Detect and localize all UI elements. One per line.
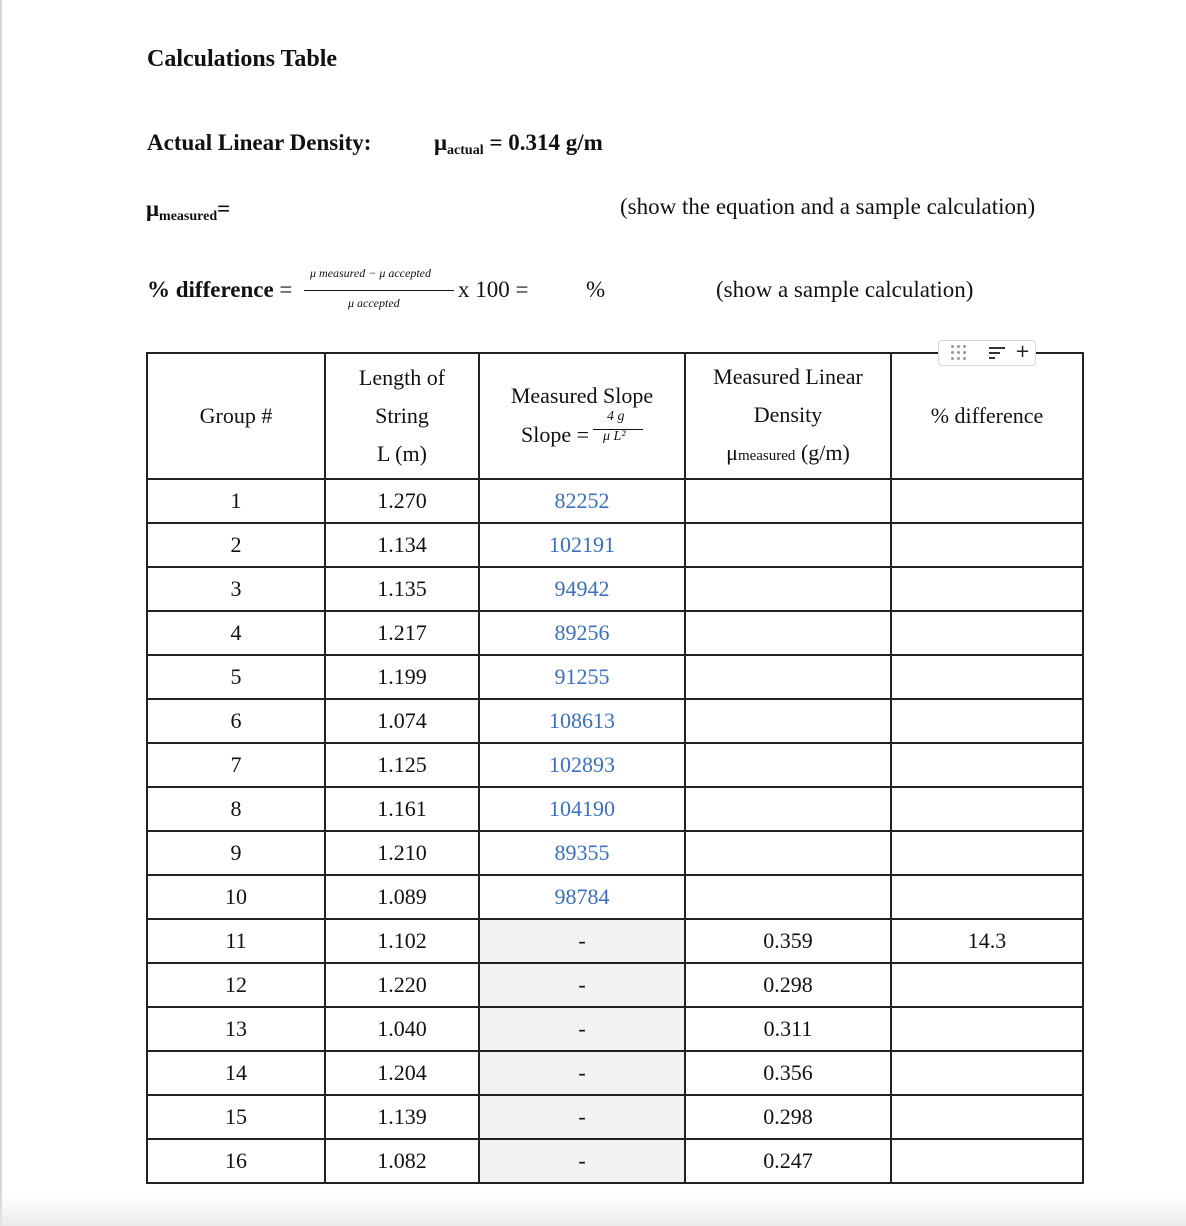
- mu-subscript: actual: [447, 143, 484, 158]
- header-percent: % difference: [891, 353, 1083, 479]
- slope-fraction-denominator: μ L²: [603, 429, 626, 444]
- cell-density[interactable]: [685, 479, 891, 523]
- cell-length[interactable]: 1.204: [325, 1051, 479, 1095]
- table-row: [147, 655, 1083, 699]
- cell-density[interactable]: [685, 875, 891, 919]
- cell-group[interactable]: 2: [147, 523, 325, 567]
- cell-slope[interactable]: 94942: [479, 567, 685, 611]
- table-row: [147, 875, 1083, 919]
- cell-group[interactable]: 10: [147, 875, 325, 919]
- table-row: [147, 699, 1083, 743]
- times-hundred: x 100 =: [458, 277, 529, 302]
- header-density: [685, 353, 891, 479]
- cell-percent[interactable]: [891, 875, 1083, 919]
- cell-length[interactable]: 1.125: [325, 743, 479, 787]
- cell-slope[interactable]: 89355: [479, 831, 685, 875]
- cell-group[interactable]: 14: [147, 1051, 325, 1095]
- cell-percent[interactable]: 14.3: [891, 919, 1083, 963]
- cell-slope[interactable]: 102893: [479, 743, 685, 787]
- cell-slope[interactable]: 104190: [479, 787, 685, 831]
- cell-slope[interactable]: 98784: [479, 875, 685, 919]
- cell-length[interactable]: 1.102: [325, 919, 479, 963]
- show-equation-note: (show the equation and a sample calculation): [620, 194, 1036, 219]
- cell-slope[interactable]: -: [479, 1007, 685, 1051]
- cell-density[interactable]: 0.311: [685, 1007, 891, 1051]
- cell-slope[interactable]: 91255: [479, 655, 685, 699]
- cell-length[interactable]: 1.139: [325, 1095, 479, 1139]
- table-row: [147, 919, 1083, 963]
- bottom-fade: [0, 1196, 1186, 1226]
- fraction-numerator: μ measured − μ accepted: [310, 266, 431, 280]
- table-row: [147, 787, 1083, 831]
- table-header-row: [147, 353, 1083, 479]
- cell-density[interactable]: 0.247: [685, 1139, 891, 1183]
- cell-slope[interactable]: -: [479, 1051, 685, 1095]
- slope-equation-label: Slope =: [520, 422, 590, 447]
- cell-group[interactable]: 5: [147, 655, 325, 699]
- cell-slope[interactable]: -: [479, 1095, 685, 1139]
- actual-density-number: = 0.314 g/m: [489, 130, 603, 155]
- table-row: [147, 567, 1083, 611]
- mu-symbol: μ: [146, 196, 160, 221]
- cell-group[interactable]: 9: [147, 831, 325, 875]
- cell-group[interactable]: 11: [147, 919, 325, 963]
- cell-percent[interactable]: [891, 567, 1083, 611]
- table-row: [147, 523, 1083, 567]
- cell-percent[interactable]: [891, 699, 1083, 743]
- cell-group[interactable]: 7: [147, 743, 325, 787]
- cell-length[interactable]: 1.082: [325, 1139, 479, 1183]
- cell-length[interactable]: 1.089: [325, 875, 479, 919]
- percent-difference-label: % difference: [147, 277, 274, 302]
- slope-equation: [520, 409, 643, 455]
- cell-group[interactable]: 16: [147, 1139, 325, 1183]
- density-unit: (g/m): [800, 439, 850, 465]
- header-length-line-1: Length of: [358, 365, 446, 390]
- percent-difference-line: [147, 277, 292, 303]
- cell-length[interactable]: 1.135: [325, 567, 479, 611]
- mu-subscript: measured: [737, 447, 796, 464]
- cell-percent[interactable]: [891, 655, 1083, 699]
- cell-density[interactable]: [685, 743, 891, 787]
- cell-density[interactable]: 0.359: [685, 919, 891, 963]
- table-row: [147, 743, 1083, 787]
- equals-sign: =: [279, 277, 293, 302]
- measured-density-line: [146, 196, 230, 225]
- cell-length[interactable]: 1.161: [325, 787, 479, 831]
- cell-length[interactable]: 1.074: [325, 699, 479, 743]
- cell-group[interactable]: 6: [147, 699, 325, 743]
- header-slope: [479, 353, 685, 479]
- calculations-table: [146, 352, 1084, 1184]
- header-density-symbol-line: [686, 434, 890, 475]
- cell-length[interactable]: 1.199: [325, 655, 479, 699]
- actual-density-value: [434, 130, 603, 159]
- table-row: [147, 1095, 1083, 1139]
- cell-density[interactable]: [685, 787, 891, 831]
- cell-density[interactable]: 0.356: [685, 1051, 891, 1095]
- table-row: [147, 1007, 1083, 1051]
- percent-sign: %: [586, 277, 606, 302]
- table-row: [147, 963, 1083, 1007]
- grid-handle-icon[interactable]: [951, 345, 971, 361]
- header-density-line-1: Measured Linear: [713, 363, 863, 389]
- header-length-line-3: L (m): [377, 441, 427, 466]
- page-title: Calculations Table: [147, 46, 338, 72]
- cell-percent[interactable]: [891, 611, 1083, 655]
- cell-density[interactable]: [685, 523, 891, 567]
- table-toolbar[interactable]: [938, 340, 1036, 366]
- header-slope-title: Measured Slope: [510, 383, 654, 408]
- fraction-bar: [304, 290, 454, 291]
- table-row: [147, 831, 1083, 875]
- cell-group[interactable]: 15: [147, 1095, 325, 1139]
- cell-percent[interactable]: [891, 831, 1083, 875]
- cell-percent[interactable]: [891, 1007, 1083, 1051]
- table-body: [147, 479, 1083, 1183]
- cell-slope[interactable]: -: [479, 963, 685, 1007]
- cell-percent[interactable]: [891, 523, 1083, 567]
- cell-group[interactable]: 1: [147, 479, 325, 523]
- cell-length[interactable]: 1.217: [325, 611, 479, 655]
- header-length: [325, 353, 479, 479]
- cell-group[interactable]: 4: [147, 611, 325, 655]
- cell-percent[interactable]: [891, 1051, 1083, 1095]
- page-left-edge: [0, 0, 2, 1226]
- cell-density[interactable]: 0.298: [685, 963, 891, 1007]
- cell-group[interactable]: 12: [147, 963, 325, 1007]
- equals-sign: =: [217, 196, 231, 221]
- cell-slope[interactable]: -: [479, 919, 685, 963]
- cell-percent[interactable]: [891, 1139, 1083, 1183]
- plus-icon[interactable]: +: [1015, 341, 1031, 362]
- cell-slope[interactable]: 82252: [479, 479, 685, 523]
- cell-slope[interactable]: 108613: [479, 699, 685, 743]
- cell-density[interactable]: [685, 831, 891, 875]
- cell-slope[interactable]: -: [479, 1139, 685, 1183]
- show-sample-note: (show a sample calculation): [716, 277, 974, 302]
- table-row: [147, 1139, 1083, 1183]
- cell-group[interactable]: 8: [147, 787, 325, 831]
- cell-density[interactable]: [685, 567, 891, 611]
- cell-percent[interactable]: [891, 743, 1083, 787]
- cell-length[interactable]: 1.134: [325, 523, 479, 567]
- cell-slope[interactable]: 102191: [479, 523, 685, 567]
- table-row: [147, 611, 1083, 655]
- table-row: [147, 479, 1083, 523]
- mu-symbol: μ: [434, 130, 448, 155]
- header-group: Group #: [147, 353, 325, 479]
- cell-group[interactable]: 13: [147, 1007, 325, 1051]
- mu-symbol: μ: [726, 439, 738, 465]
- header-density-line-2: Density: [753, 401, 823, 427]
- cell-density[interactable]: [685, 699, 891, 743]
- cell-percent[interactable]: [891, 479, 1083, 523]
- fraction-denominator: μ accepted: [348, 296, 400, 310]
- slope-fraction: [593, 409, 643, 455]
- cell-density[interactable]: [685, 655, 891, 699]
- header-length-line-2: String: [375, 403, 429, 428]
- cell-length[interactable]: 1.040: [325, 1007, 479, 1051]
- table-row: [147, 1051, 1083, 1095]
- cell-length[interactable]: 1.220: [325, 963, 479, 1007]
- mu-subscript: measured: [159, 209, 218, 224]
- cell-slope[interactable]: 89256: [479, 611, 685, 655]
- actual-density-label: Actual Linear Density:: [147, 130, 372, 155]
- cell-percent[interactable]: [891, 787, 1083, 831]
- cell-group[interactable]: 3: [147, 567, 325, 611]
- cell-percent[interactable]: [891, 1095, 1083, 1139]
- cell-length[interactable]: 1.270: [325, 479, 479, 523]
- cell-length[interactable]: 1.210: [325, 831, 479, 875]
- cell-density[interactable]: 0.298: [685, 1095, 891, 1139]
- cell-percent[interactable]: [891, 963, 1083, 1007]
- cell-density[interactable]: [685, 611, 891, 655]
- slope-fraction-numerator: 4 g: [607, 409, 625, 424]
- filter-icon[interactable]: [989, 347, 1007, 361]
